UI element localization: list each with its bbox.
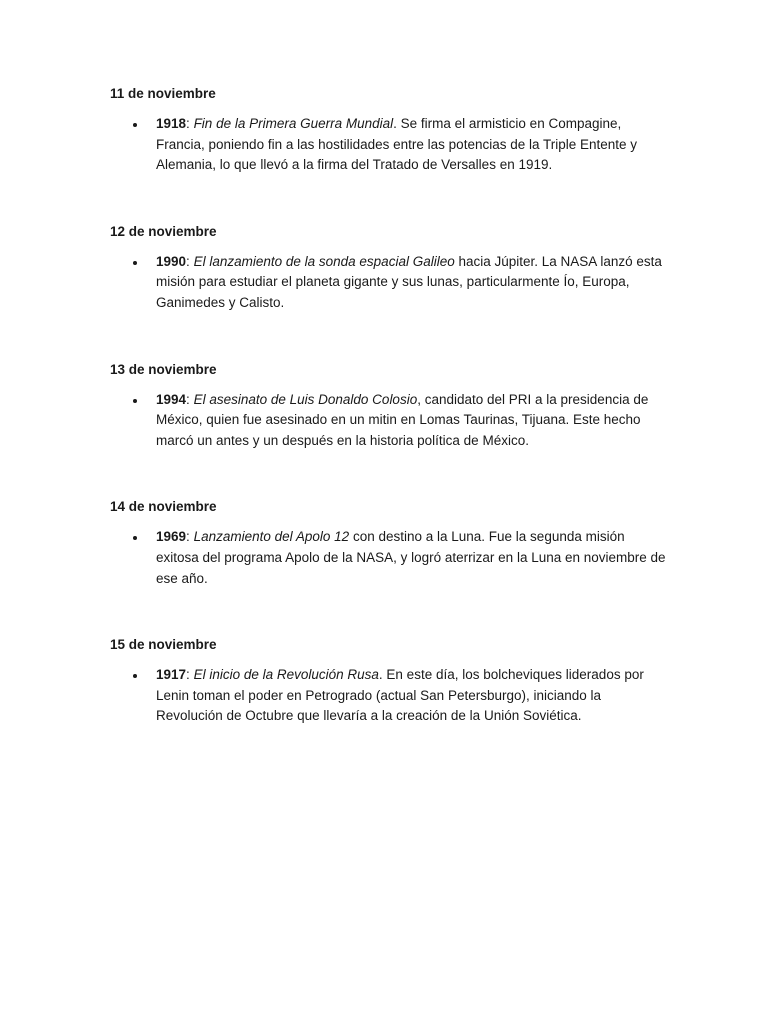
year-separator: : [186,667,194,683]
bullet-icon [110,665,156,685]
bullet-icon [110,114,156,134]
date-heading: 12 de noviembre [110,223,217,239]
list-item [110,252,666,314]
event-description: . En este día, los bolcheviques liderados por Lenin toman el poder en Petrogrado (actual San Petersburgo), iniciando la Revolución de Octubre que llevaría a la creación de la Unión Soviética. [156,667,644,724]
list-item [110,114,666,176]
event-description: . Se firma el armisticio en Compagine, Francia, poniendo fin a las hostilidades entre las potencias de la Triple Entente y Alemania, lo que llevó a la firma del Tratado de Versalles en 1919. [156,116,638,173]
date-section [110,222,666,314]
entry-text [156,665,666,727]
year-separator: : [186,253,194,269]
entry-text [156,252,666,314]
event-title: El lanzamiento de la sonda espacial Galileo [193,253,455,269]
date-heading: 14 de noviembre [110,499,217,515]
date-heading: 13 de noviembre [110,361,217,377]
date-heading: 15 de noviembre [110,637,217,653]
date-section [110,360,666,452]
event-year: 1918 [156,116,187,131]
event-description: , candidato del PRI a la presidencia de México, quien fue asesinado en un mitin en Lomas Taurinas, Tijuana. Este hecho marcó un antes y un después en la historia política de México. [156,391,649,448]
year-separator: : [186,116,194,131]
event-title: Fin de la Primera Guerra Mundial [193,116,394,131]
event-title: Lanzamiento del Apolo 12 [193,529,350,545]
list-item [110,665,666,727]
entry-text [156,390,666,452]
event-year: 1917 [156,667,187,683]
event-year: 1969 [156,529,187,545]
date-section [110,497,666,589]
bullet-icon [110,527,156,547]
date-section [110,84,666,176]
list-item [110,390,666,452]
entry-text [156,527,666,589]
entry-text [156,114,666,176]
list-item [110,527,666,589]
event-year: 1990 [156,253,187,269]
event-title: El asesinato de Luis Donaldo Colosio [193,391,418,407]
year-separator: : [186,529,194,545]
document-page [110,84,666,773]
event-description: con destino a la Luna. Fue la segunda misión exitosa del programa Apolo de la NASA, y logró aterrizar en la Luna en noviembre de ese año. [156,529,666,586]
bullet-icon [110,252,156,272]
event-description: hacia Júpiter. La NASA lanzó esta misión para estudiar el planeta gigante y sus lunas, particularmente Ío, Europa, Ganimedes y Calisto. [156,253,662,310]
year-separator: : [186,391,194,407]
event-title: El inicio de la Revolución Rusa [193,667,379,683]
event-year: 1994 [156,391,187,407]
date-section [110,635,666,727]
bullet-icon [110,390,156,410]
date-heading: 11 de noviembre [110,86,216,101]
